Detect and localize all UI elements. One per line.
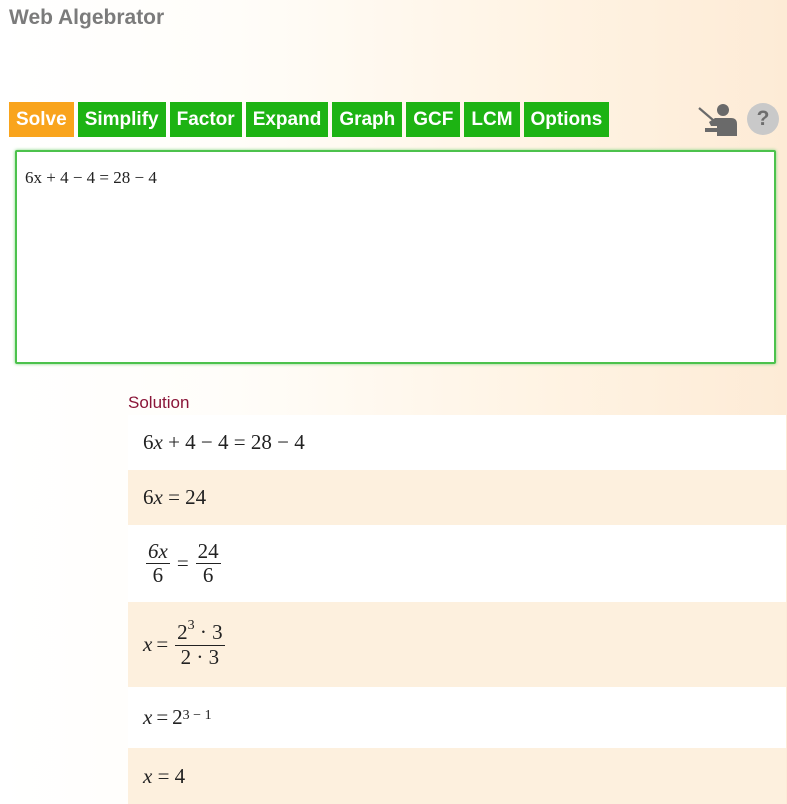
power-base: 2 bbox=[172, 705, 183, 729]
fraction-denominator: 6 bbox=[202, 563, 214, 587]
step-variable: x bbox=[143, 632, 153, 656]
gcf-button[interactable]: GCF bbox=[406, 102, 460, 137]
fraction-numerator bbox=[175, 620, 225, 645]
step-variable: x bbox=[153, 430, 163, 454]
fraction-left bbox=[146, 540, 170, 587]
solution-step-1 bbox=[128, 415, 786, 470]
step-remainder: = 24 bbox=[168, 485, 207, 509]
lcm-button[interactable]: LCM bbox=[464, 102, 519, 137]
power-exponent: 3 − 1 bbox=[182, 707, 212, 723]
equals-sign: = bbox=[156, 632, 169, 656]
step-variable: x bbox=[143, 763, 153, 788]
solution-step-5 bbox=[128, 687, 786, 748]
fraction-numerator: 6x bbox=[148, 538, 168, 563]
fraction-numerator: 24 bbox=[197, 538, 219, 563]
fraction-denominator: 2 · 3 bbox=[180, 644, 220, 669]
solution-step-6 bbox=[128, 748, 786, 804]
expand-button[interactable]: Expand bbox=[246, 102, 329, 137]
solution-step-3 bbox=[128, 525, 786, 602]
step-variable: x bbox=[143, 705, 153, 729]
numerator-rest: · 3 bbox=[194, 620, 223, 645]
fraction-denominator: 6 bbox=[152, 563, 164, 587]
solve-button[interactable]: Solve bbox=[9, 102, 74, 137]
expression-input[interactable] bbox=[15, 150, 776, 364]
fraction bbox=[175, 620, 225, 668]
step-remainder: = 4 bbox=[157, 763, 186, 788]
power-exponent: 3 bbox=[187, 618, 195, 634]
app-title: Web Algebrator bbox=[9, 6, 165, 29]
teacher-icon[interactable] bbox=[697, 102, 739, 136]
fraction-right bbox=[196, 540, 221, 587]
equals-sign: = bbox=[156, 705, 169, 729]
step-variable: x bbox=[153, 485, 163, 509]
power-base: 2 bbox=[177, 620, 188, 645]
factor-button[interactable]: Factor bbox=[170, 102, 242, 137]
options-button[interactable]: Options bbox=[524, 102, 610, 137]
help-icon[interactable]: ? bbox=[747, 103, 779, 135]
step-coefficient: 6 bbox=[143, 430, 154, 454]
solution-step-2 bbox=[128, 470, 786, 525]
simplify-button[interactable]: Simplify bbox=[78, 102, 166, 137]
graph-button[interactable]: Graph bbox=[332, 102, 402, 137]
step-remainder: + 4 − 4 = 28 − 4 bbox=[168, 430, 305, 454]
solution-heading: Solution bbox=[128, 393, 190, 412]
solution-step-4 bbox=[128, 602, 786, 687]
toolbar bbox=[9, 102, 609, 137]
equals-sign: = bbox=[176, 551, 189, 575]
step-coefficient: 6 bbox=[143, 485, 154, 509]
